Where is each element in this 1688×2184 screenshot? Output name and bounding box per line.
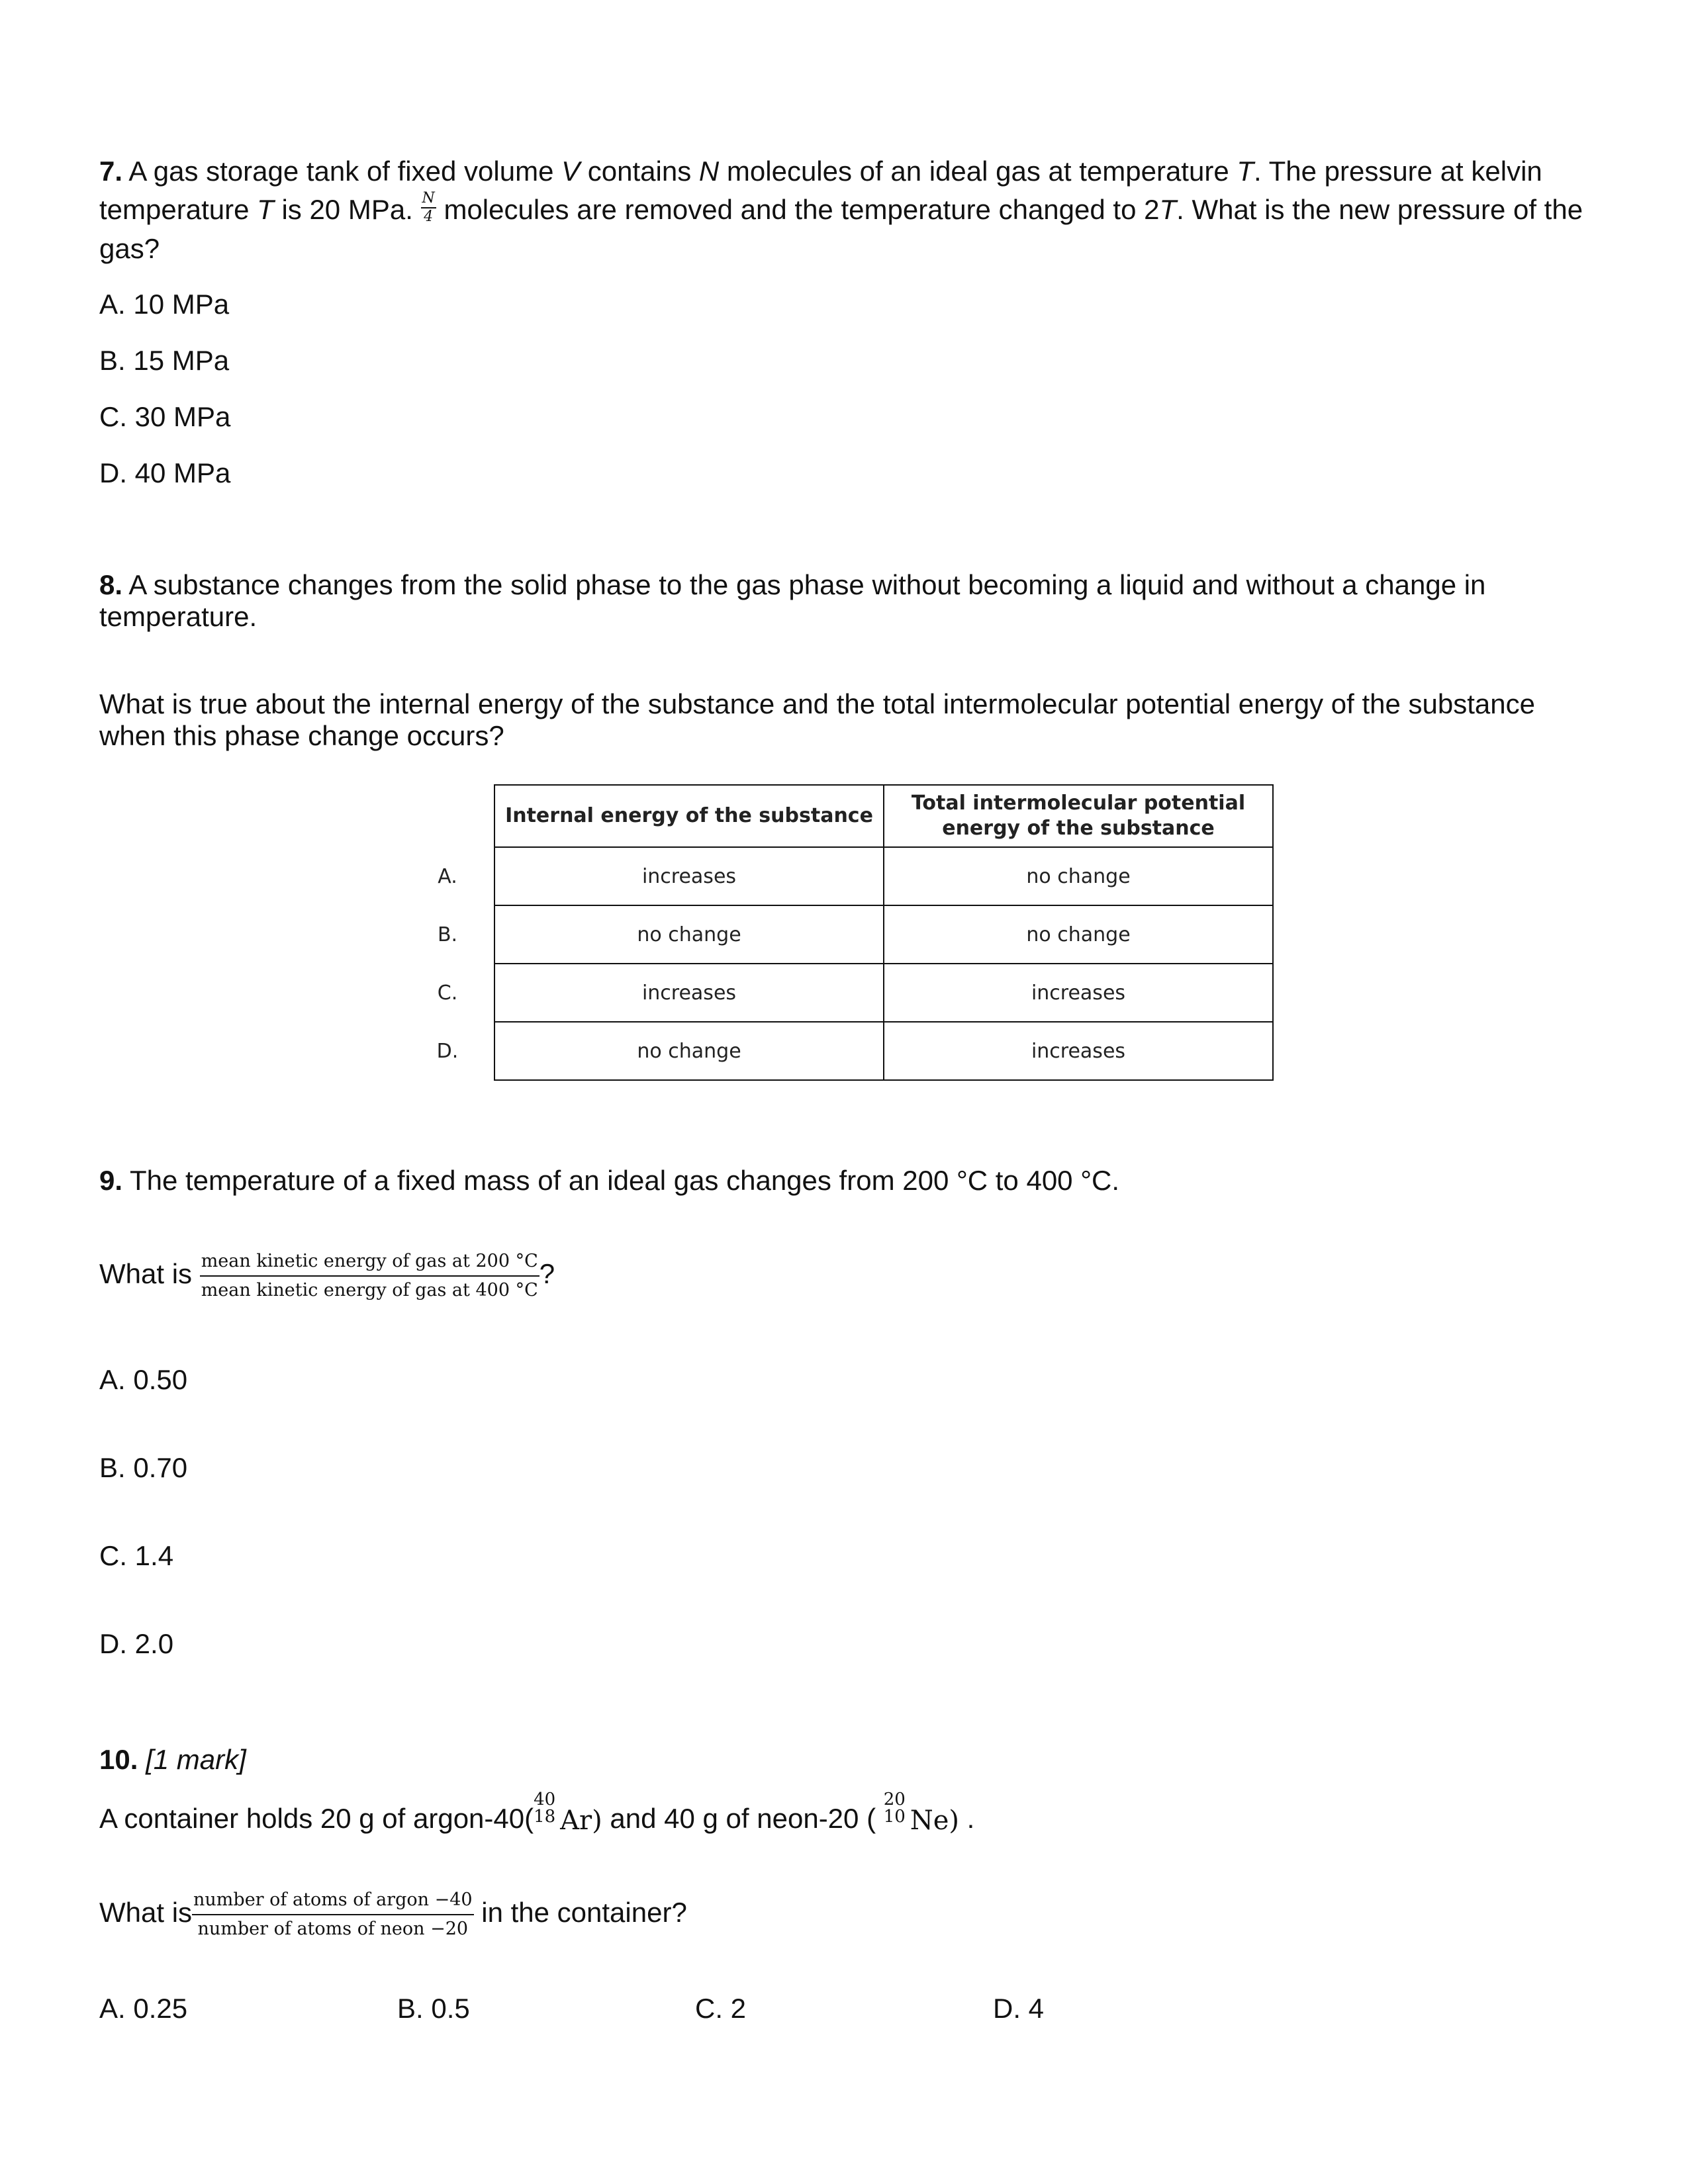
kinetic-energy-ratio-fraction: $\frac{\text{mean kinetic energy of gas at 200 °C}}{\text{mean kinetic energy of gas at 400 °C}}$	[200, 1248, 539, 1304]
q9-option-a: A. 0.50	[99, 1364, 188, 1395]
question-number: 8.	[99, 569, 123, 600]
argon-isotope: 40 18 Ar)	[534, 1790, 602, 1837]
question-10-prompt: What is $\frac{\text{number of atoms of argon −40}}{\text{number of atoms of neon −20}}$ in the container?	[99, 1886, 1589, 1943]
question-number: 9.	[99, 1165, 123, 1196]
internal-energy-cell: no change	[494, 905, 884, 964]
neon-isotope: 20 10 Ne)	[883, 1790, 959, 1837]
q7-option-b: B. 15 MPa	[99, 345, 230, 376]
internal-energy-cell: no change	[494, 1022, 884, 1080]
q7-option-c: C. 30 MPa	[99, 401, 231, 432]
potential-energy-cell: no change	[884, 847, 1273, 905]
table-row	[414, 847, 1273, 905]
table-row	[414, 1022, 1273, 1080]
q10-option-c: C. 2	[695, 1993, 747, 2024]
row-label: D.	[436, 1039, 459, 1063]
q9-option-c: C. 1.4	[99, 1540, 174, 1571]
row-label: A.	[438, 864, 457, 888]
question-10-header	[99, 1741, 1589, 1779]
q9-option-d: D. 2.0	[99, 1628, 174, 1659]
question-10-stem: A container holds 20 g of argon-40( 40 18 Ar) and 40 g of neon-20 ( 20 10 Ne) .	[99, 1799, 1589, 1841]
potential-energy-cell: increases	[884, 1022, 1273, 1080]
question-9-stem: 9. The temperature of a fixed mass of an ideal gas changes from 200 °C to 400 °C.	[99, 1165, 1120, 1196]
question-9-prompt: What is $\frac{\text{mean kinetic energy of gas at 200 °C}}{\text{mean kinetic energy of gas at 400 °C}}$ ?	[99, 1248, 1589, 1304]
row-label: B.	[437, 923, 458, 946]
atom-count-ratio-fraction: $\frac{\text{number of atoms of argon −40}}{\text{number of atoms of neon −20}}$	[192, 1886, 474, 1943]
question-7-stem: 7. A gas storage tank of fixed volume V contains N molecules of an ideal gas at temperature T. The pressure at kelvin temperature T is 20 MPa. $\frac{N}{4}$ molecules are removed and the temperature changed to 2T. What is the new pressure of the gas?	[99, 156, 1583, 264]
q7-option-a: A. 10 MPa	[99, 289, 230, 320]
internal-energy-cell: increases	[494, 964, 884, 1022]
header-potential-energy: Total intermolecular potential energy of the substance	[884, 785, 1273, 847]
question-number: 10.	[99, 1744, 138, 1775]
table-row	[414, 905, 1273, 964]
question-number: 7.	[99, 156, 123, 187]
q10-option-a: A. 0.25	[99, 1993, 188, 2024]
question-8-prompt: What is true about the internal energy of the substance and the total intermolecular potential energy of the substance when this phase change occurs?	[99, 688, 1536, 751]
phase-change-options-table	[414, 784, 1274, 1081]
q10-option-b: B. 0.5	[397, 1993, 470, 2024]
internal-energy-cell: increases	[494, 847, 884, 905]
row-label: C.	[437, 981, 458, 1005]
q9-option-b: B. 0.70	[99, 1452, 188, 1483]
table-header-row	[414, 785, 1273, 847]
q7-option-d: D. 40 MPa	[99, 457, 231, 488]
potential-energy-cell: increases	[884, 964, 1273, 1022]
table-row	[414, 964, 1273, 1022]
question-8-stem: 8. A substance changes from the solid phase to the gas phase without becoming a liquid and without a change in temperature.	[99, 569, 1486, 632]
n-over-4-fraction: $\frac{N}{4}$	[422, 189, 435, 225]
q10-option-d: D. 4	[993, 1993, 1045, 2024]
mark-allocation: [1 mark]	[146, 1744, 246, 1775]
potential-energy-cell: no change	[884, 905, 1273, 964]
header-internal-energy: Internal energy of the substance	[494, 785, 884, 847]
